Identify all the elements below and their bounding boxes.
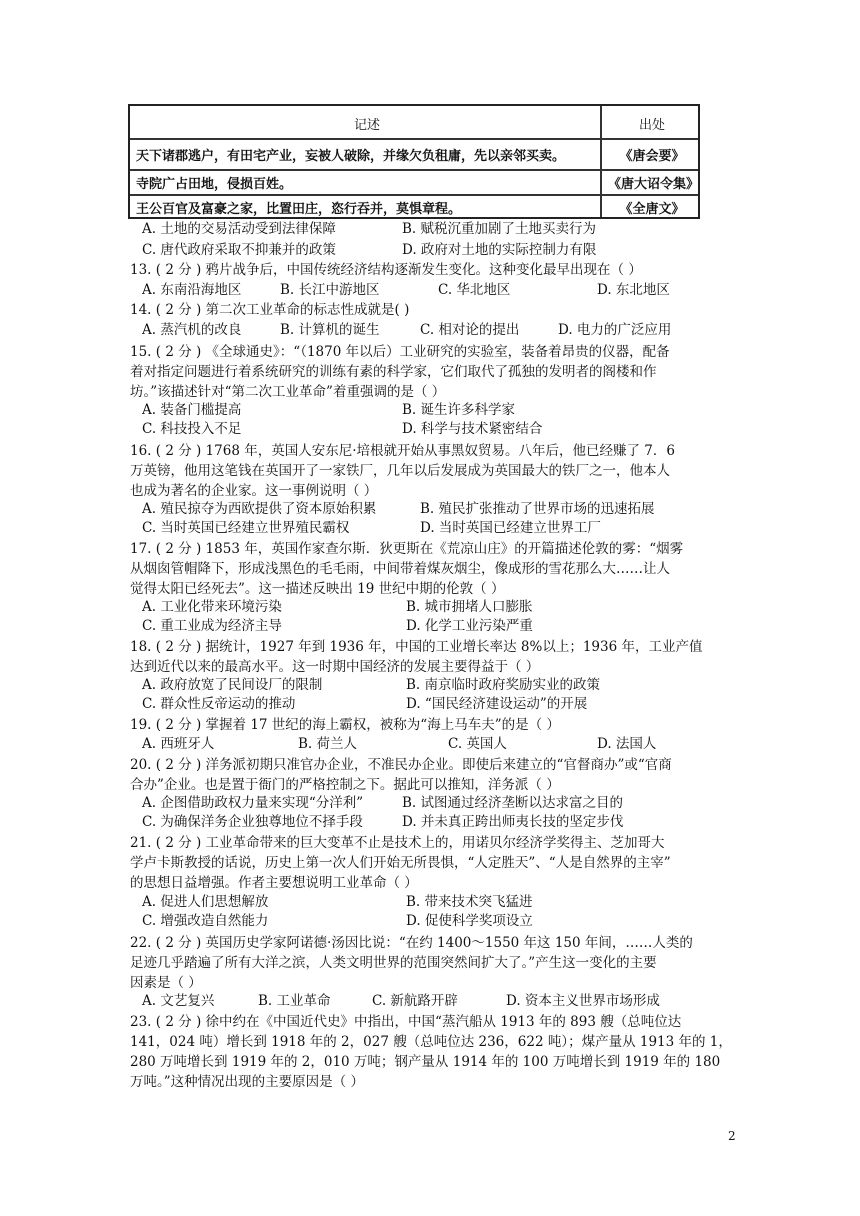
option-a: A. 西班牙人 bbox=[142, 736, 215, 752]
question-17-stem: 17. ( 2 分 ) 1853 年，英国作家查尔斯．狄更斯在《荒凉山庄》的开篇描述伦敦的雾：“烟雾 bbox=[130, 541, 684, 557]
option-c: C. 华北地区 bbox=[438, 282, 511, 298]
table-cell-record: 天下诸郡逃户，有田宅产业，妄被人破除，并缘欠负租庸，先以亲邻买卖。 bbox=[136, 148, 566, 164]
question-16-stem: 也成为著名的企业家。这一事例说明（ ） bbox=[130, 483, 378, 499]
option-d: D. 科学与技术紧密结合 bbox=[402, 421, 543, 437]
option-d: D. 电力的广泛应用 bbox=[558, 322, 672, 338]
table-row bbox=[130, 171, 698, 193]
option-b: B. 城市拥堵人口膨胀 bbox=[406, 599, 533, 615]
question-22-stem: 足迹几乎踏遍了所有大洋之滨，人类文明世界的范围突然间扩大了。”产生这一变化的主要 bbox=[130, 955, 657, 971]
source-table bbox=[128, 104, 700, 219]
option-b: B. 计算机的诞生 bbox=[280, 322, 380, 338]
option-c: C. 相对论的提出 bbox=[420, 322, 520, 338]
option-c: C. 新航路开辟 bbox=[372, 993, 458, 1009]
question-21-stem: 的思想日益增强。作者主要想说明工业革命（ ） bbox=[130, 875, 418, 891]
option-b: B. 诞生许多科学家 bbox=[402, 402, 516, 418]
option-b: B. 赋税沉重加剧了土地买卖行为 bbox=[402, 221, 597, 237]
question-19-stem: 19. ( 2 分 ) 掌握着 17 世纪的海上霸权，被称为“海上马车夫”的是（ ） bbox=[130, 717, 560, 733]
question-15-stem: 坊。”该描述针对“第二次工业革命”着重强调的是（ ） bbox=[130, 384, 446, 400]
question-17-stem: 觉得太阳已经死去”。这一描述反映出 19 世纪中期的伦敦（ ） bbox=[130, 581, 505, 597]
table-cell-record: 王公百官及富豪之家，比置田庄，恣行吞并，莫惧章程。 bbox=[136, 201, 462, 217]
option-a: A. 企图借助政权力量来实现“分洋利” bbox=[142, 795, 364, 811]
question-14-stem: 14. ( 2 分 ) 第二次工业革命的标志性成就是( ) bbox=[130, 302, 410, 318]
table-cell-record: 寺院广占田地，侵损百姓。 bbox=[136, 176, 293, 192]
table-cell-source: 《唐会要》 bbox=[619, 148, 685, 164]
question-23-stem: 141，024 吨）增长到 1918 年的 2，027 艘（总吨位达 236，622 吨）；煤产量从 1913 年的 1， bbox=[130, 1034, 732, 1050]
table-header-source: 出处 bbox=[638, 117, 665, 133]
option-a: A. 工业化带来环境污染 bbox=[142, 599, 282, 615]
option-b: B. 工业革命 bbox=[258, 993, 331, 1009]
option-c: C. 重工业成为经济主导 bbox=[142, 618, 282, 634]
option-d: D. 政府对土地的实际控制力有限 bbox=[402, 242, 597, 258]
question-16-stem: 16. ( 2 分 ) 1768 年，英国人安东尼·培根就开始从事黑奴贸易。八年后，他已经赚了 7．6 bbox=[130, 443, 675, 459]
option-d: D. 化学工业污染严重 bbox=[406, 618, 533, 634]
question-23-stem: 23. ( 2 分 ) 徐中约在《中国近代史》中指出，中国“蒸汽船从 1913 年的 893 艘（总吨位达 bbox=[130, 1014, 682, 1030]
question-21-stem: 学卢卡斯教授的话说，历史上第一次人们开始无所畏惧，“人定胜天”、“人是自然界的主宰” bbox=[130, 855, 671, 871]
table-row bbox=[130, 140, 698, 168]
option-b: B. 荷兰人 bbox=[298, 736, 358, 752]
option-a: A. 土地的交易活动受到法律保障 bbox=[142, 221, 336, 237]
option-c: C. 增强改造自然能力 bbox=[142, 913, 269, 929]
table-header-row bbox=[130, 110, 698, 136]
question-13-stem: 13. ( 2 分 ) 鸦片战争后，中国传统经济结构逐渐发生变化。这种变化最早出现在（ ） bbox=[130, 262, 642, 278]
option-c: C. 唐代政府采取不抑兼并的政策 bbox=[142, 242, 336, 258]
page-number: 2 bbox=[728, 1129, 736, 1143]
option-b: B. 带来技术突飞猛进 bbox=[406, 894, 533, 910]
question-15-stem: 15. ( 2 分 ) 《全球通史》：“（1870 年以后）工业研究的实验室，装备着昂贵的仪器，配备 bbox=[130, 344, 670, 360]
table-header-record: 记述 bbox=[353, 117, 380, 133]
question-16-stem: 万英镑，他用这笔钱在英国开了一家铁厂，几年以后发展成为英国最大的铁厂之一，他本人 bbox=[130, 463, 670, 479]
table-row bbox=[130, 196, 698, 218]
question-20-stem: 20. ( 2 分 ) 洋务派初期只准官办企业，不准民办企业。即使后来建立的“官督商办”或“官商 bbox=[130, 757, 672, 773]
option-a: A. 政府放宽了民间设厂的限制 bbox=[142, 677, 323, 693]
question-20-stem: 合办”企业。也是置于衙门的严格控制之下。据此可以推知，洋务派（ ） bbox=[130, 777, 560, 793]
option-a: A. 促进人们思想解放 bbox=[142, 894, 269, 910]
question-17-stem: 从烟囱管帽降下，形成浅黑色的毛毛雨，中间带着煤灰烟尘，像成形的雪花那么大……让人 bbox=[130, 561, 670, 577]
option-d: D. 并未真正跨出师夷长技的坚定步伐 bbox=[402, 814, 624, 830]
question-18-stem: 达到近代以来的最高水平。这一时期中国经济的发展主要得益于（ ） bbox=[130, 659, 540, 675]
question-15-stem: 着对指定问题进行着系统研究的训练有素的科学家，它们取代了孤独的发明者的阁楼和作 bbox=[130, 364, 657, 380]
question-22-stem: 因素是（ ） bbox=[130, 975, 202, 991]
option-c: C. 当时英国已经建立世界殖民霸权 bbox=[142, 520, 350, 536]
option-a: A. 殖民掠夺为西欧提供了资本原始积累 bbox=[142, 501, 377, 517]
option-d: D. 资本主义世界市场形成 bbox=[506, 993, 660, 1009]
option-b: B. 殖民扩张推动了世界市场的迅速拓展 bbox=[420, 501, 655, 517]
option-d: D. 促使科学奖项设立 bbox=[406, 913, 533, 929]
option-b: B. 长江中游地区 bbox=[280, 282, 380, 298]
question-18-stem: 18. ( 2 分 ) 据统计，1927 年到 1936 年，中国的工业增长率达 8%以上；1936 年，工业产值 bbox=[130, 639, 703, 655]
option-b: B. 南京临时政府奖励实业的政策 bbox=[406, 677, 601, 693]
question-21-stem: 21. ( 2 分 ) 工业革命带来的巨大变革不止是技术上的，用诺贝尔经济学奖得主、芝加哥大 bbox=[130, 835, 665, 851]
option-d: D. 当时英国已经建立世界工厂 bbox=[420, 520, 601, 536]
option-c: C. 为确保洋务企业独尊地位不择手段 bbox=[142, 814, 363, 830]
option-d: D. “国民经济建设运动”的开展 bbox=[406, 696, 588, 712]
option-c: C. 英国人 bbox=[448, 736, 507, 752]
question-23-stem: 280 万吨增长到 1919 年的 2，010 万吨；钢产量从 1914 年的 100 万吨增长到 1919 年的 180 bbox=[130, 1054, 721, 1070]
option-c: C. 科技投入不足 bbox=[142, 421, 242, 437]
option-a: A. 东南沿海地区 bbox=[142, 282, 242, 298]
option-a: A. 文艺复兴 bbox=[142, 993, 215, 1009]
option-d: D. 法国人 bbox=[597, 736, 657, 752]
option-c: C. 群众性反帝运动的推动 bbox=[142, 696, 296, 712]
option-a: A. 蒸汽机的改良 bbox=[142, 322, 242, 338]
table-cell-source: 《全唐文》 bbox=[619, 201, 685, 217]
option-d: D. 东北地区 bbox=[597, 282, 670, 298]
option-b: B. 试图通过经济垄断以达求富之目的 bbox=[402, 795, 624, 811]
question-22-stem: 22. ( 2 分 ) 英国历史学家阿诺德·汤因比说：“在约 1400～1550 年这 150 年间，……人类的 bbox=[130, 935, 693, 951]
table-cell-source: 《唐大诏令集》 bbox=[608, 176, 700, 192]
question-23-stem: 万吨。”这种情况出现的主要原因是（ ） bbox=[130, 1074, 364, 1090]
option-a: A. 装备门槛提高 bbox=[142, 402, 242, 418]
